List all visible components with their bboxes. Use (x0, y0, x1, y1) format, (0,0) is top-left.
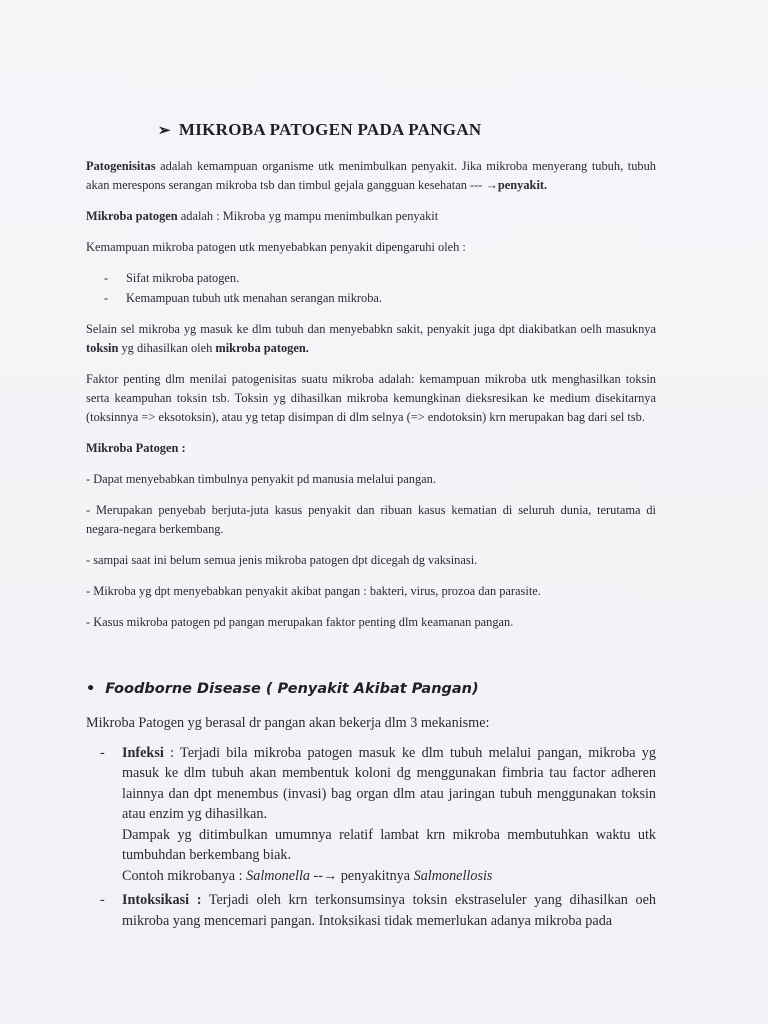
term-mikroba-patogen-2: mikroba patogen. (215, 341, 309, 355)
term-infeksi: Infeksi (122, 744, 164, 761)
term-toksin: toksin (86, 341, 119, 355)
point-item: - sampai saat ini belum semua jenis mikroba patogen dpt dicegah dg vaksinasi. (86, 553, 478, 567)
mechanism-list (86, 743, 656, 932)
document-content (86, 120, 656, 935)
paragraph-kemampuan: Kemampuan mikroba patogen utk menyebabkan penyakit dipengaruhi oleh : (86, 240, 466, 254)
term-patogenisitas: Patogenisitas (86, 159, 156, 173)
infeksi-example-a: Contoh mikrobanya : (122, 867, 247, 884)
point-item: - Mikroba yg dpt menyebabkan penyakit akibat pangan : bakteri, virus, prozoa dan parasite. (86, 584, 541, 598)
mikroba-patogen-text: adalah : Mikroba yg mampu menimbulkan penyakit (177, 209, 439, 223)
mechanism-intoksikasi (100, 890, 656, 931)
paragraph-faktor-penting: Faktor penting dlm menilai patogenisitas suatu mikroba adalah: kemampuan mikroba utk menghasilkan toksin serta keampuhan toksin tsb. Toksin yg dihasilkan mikroba kemungkinan dieksresikan ke medium disekitarnya (toksinnya => eksotoksin), atau yg tetap disimpan di dlm selnya (=> endotoksin) krn merupakan bag dari sel tsb. (86, 372, 656, 424)
section-foodborne (86, 713, 656, 931)
subheading-mikroba-patogen: Mikroba Patogen : (86, 441, 186, 455)
list-item: - Sifat mikroba patogen. (104, 269, 656, 288)
bullet-icon: • (86, 681, 96, 697)
intoksikasi-text: Terjadi oleh krn terkonsumsinya toksin ekstraseluler yang dihasilkan oeh mikroba yang mencemari pangan. Intoksikasi tidak memerlukan adanya mikroba pada (122, 892, 656, 929)
paragraph-patogenisitas (86, 157, 656, 195)
section-intro: Mikroba Patogen yg berasal dr pangan akan bekerja dlm 3 mekanisme: (86, 715, 490, 731)
term-mikroba-patogen: Mikroba patogen (86, 209, 178, 223)
page-title (86, 120, 656, 141)
page-title-text: MIKROBA PATOGEN PADA PANGAN (178, 120, 482, 139)
point-item: - Merupakan penyebab berjuta-juta kasus penyakit dan ribuan kasus kematian di seluruh dunia, terutama di negara-negara berkembang. (86, 503, 656, 536)
section-heading-foodborne (86, 680, 656, 699)
paragraph-toksin (86, 320, 656, 358)
point-item: - Kasus mikroba patogen pd pangan merupakan faktor penting dlm keamanan pangan. (86, 615, 514, 629)
toksin-text-c: yg dihasilkan oleh (118, 341, 216, 355)
toksin-text-a: Selain sel mikroba yg masuk ke dlm tubuh dan menyebabkn sakit, penyakit juga dpt diakibatkan oelh masuknya (86, 322, 656, 336)
infeksi-example-organism: Salmonella (246, 867, 310, 884)
infeksi-impact: Dampak yg ditimbulkan umumnya relatif lambat krn mikroba membutuhkan waktu utk tumbuhdan berkembang biak. (122, 826, 656, 863)
section-heading-text: Foodborne Disease ( Penyakit Akibat Pangan) (105, 681, 479, 697)
list-item: - Kemampuan tubuh utk menahan serangan mikroba. (104, 289, 656, 308)
infeksi-text: : Terjadi bila mikroba patogen masuk ke dlm tubuh melalui pangan, mikroba yg masuk ke dlm tubuh akan membentuk koloni dg menggunakan fimbria tau factor adheren lainnya dan dpt menembus (invasi) bag organ dlm atau jaringan tubuh menggunakan toksin atau enzim yg dihasilkan. (122, 744, 656, 822)
infeksi-example-c: --→ penyakitnya (309, 867, 414, 884)
arrow-bullet-icon: ➢ (158, 123, 171, 139)
patogenisitas-text: adalah kemampuan organisme utk menimbulkan penyakit. Jika mikroba menyerang tubuh, tubuh akan merespons serangan mikroba tsb dan timbul gejala gangguan kesehatan --- (86, 159, 656, 192)
infeksi-example-disease: Salmonellosis (413, 867, 493, 884)
factor-list (86, 269, 656, 308)
mechanism-infeksi (100, 743, 656, 887)
paragraph-mikroba-patogen (86, 207, 656, 226)
term-intoksikasi: Intoksikasi : (122, 892, 202, 908)
point-item: - Dapat menyebabkan timbulnya penyakit pd manusia melalui pangan. (86, 472, 436, 486)
patogenisitas-tail: →penyakit. (485, 178, 548, 192)
